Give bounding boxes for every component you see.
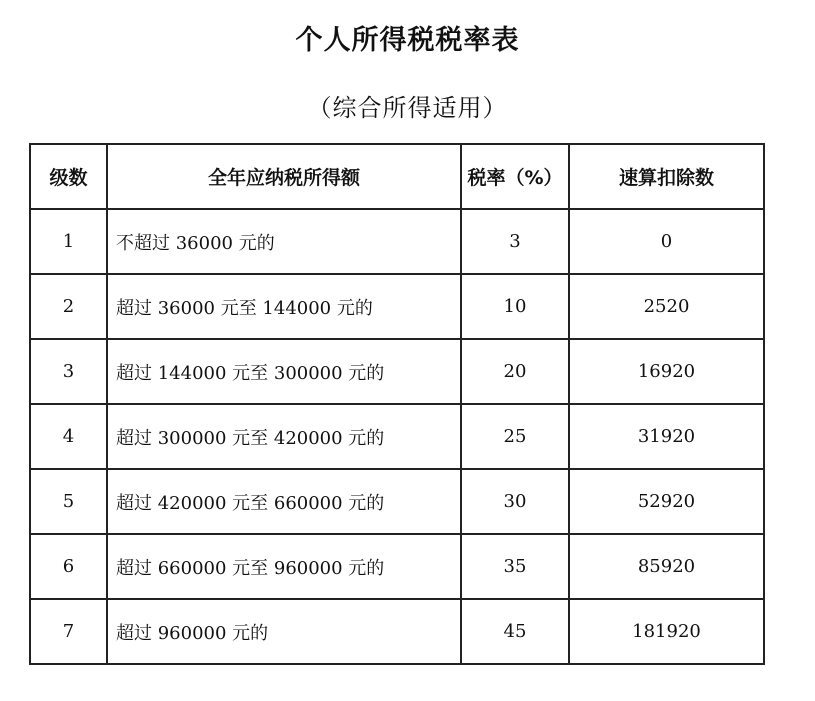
table-header-row — [30, 144, 764, 209]
cell-range: 超过 420000 元至 660000 元的 — [107, 469, 461, 534]
cell-level: 5 — [30, 469, 107, 534]
table-row — [30, 209, 764, 274]
header-level: 级数 — [30, 144, 107, 209]
cell-deduction: 16920 — [569, 339, 764, 404]
cell-rate: 30 — [461, 469, 569, 534]
cell-range: 不超过 36000 元的 — [107, 209, 461, 274]
cell-range: 超过 144000 元至 300000 元的 — [107, 339, 461, 404]
header-deduction: 速算扣除数 — [569, 144, 764, 209]
cell-rate: 20 — [461, 339, 569, 404]
table-row — [30, 469, 764, 534]
table-row — [30, 599, 764, 664]
header-range: 全年应纳税所得额 — [107, 144, 461, 209]
cell-deduction: 52920 — [569, 469, 764, 534]
cell-range: 超过 300000 元至 420000 元的 — [107, 404, 461, 469]
page-title: 个人所得税税率表 — [295, 25, 520, 56]
cell-level: 7 — [30, 599, 107, 664]
cell-level: 1 — [30, 209, 107, 274]
table-row — [30, 404, 764, 469]
table-row — [30, 339, 764, 404]
cell-deduction: 31920 — [569, 404, 764, 469]
page-subtitle: （综合所得适用） — [307, 94, 508, 122]
cell-rate: 45 — [461, 599, 569, 664]
cell-level: 2 — [30, 274, 107, 339]
cell-rate: 3 — [461, 209, 569, 274]
header-rate: 税率（%） — [461, 144, 569, 209]
cell-rate: 10 — [461, 274, 569, 339]
table-row — [30, 534, 764, 599]
cell-deduction: 2520 — [569, 274, 764, 339]
cell-rate: 25 — [461, 404, 569, 469]
cell-deduction: 181920 — [569, 599, 764, 664]
cell-range: 超过 960000 元的 — [107, 599, 461, 664]
cell-deduction: 0 — [569, 209, 764, 274]
cell-range: 超过 36000 元至 144000 元的 — [107, 274, 461, 339]
table-row — [30, 274, 764, 339]
cell-deduction: 85920 — [569, 534, 764, 599]
cell-level: 4 — [30, 404, 107, 469]
cell-range: 超过 660000 元至 960000 元的 — [107, 534, 461, 599]
cell-level: 3 — [30, 339, 107, 404]
cell-rate: 35 — [461, 534, 569, 599]
cell-level: 6 — [30, 534, 107, 599]
tax-rate-table — [29, 143, 765, 665]
